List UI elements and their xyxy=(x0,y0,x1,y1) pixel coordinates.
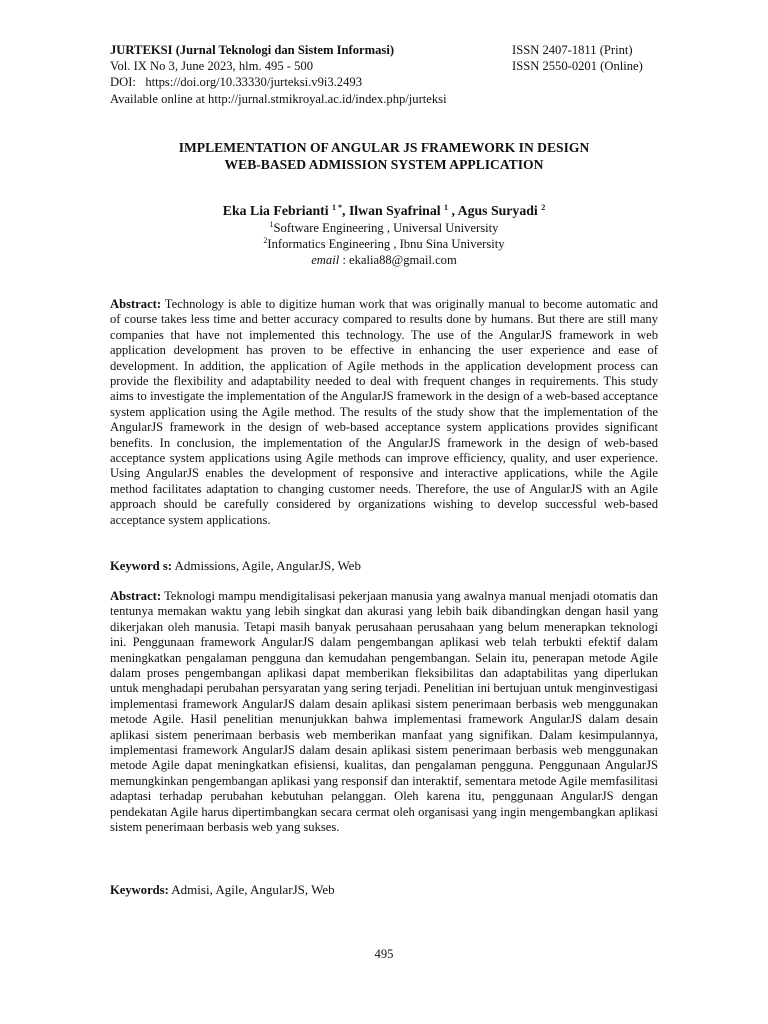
author-2: Ilwan Syafrinal xyxy=(348,203,441,218)
header-row-2 xyxy=(110,58,660,74)
title-line-1: IMPLEMENTATION OF ANGULAR JS FRAMEWORK IN DESIGN xyxy=(178,140,590,155)
paper-title xyxy=(110,139,658,173)
abstract-indonesian xyxy=(110,589,658,836)
available-online-line[interactable]: Available online at http://jurnal.stmikroyal.ac.id/index.php/jurteksi xyxy=(110,91,447,106)
author-1: Eka Lia Febrianti xyxy=(222,203,329,218)
abstract-english xyxy=(110,297,658,528)
journal-header xyxy=(110,42,660,107)
title-line-2: WEB-BASED ADMISSION SYSTEM APPLICATION xyxy=(224,157,544,172)
abstract-id-label: Abstract: xyxy=(110,589,162,603)
issn-print: ISSN 2407-1811 (Print) xyxy=(512,43,633,57)
keywords-en-text: Admissions, Agile, AngularJS, Web xyxy=(171,558,361,573)
email-value[interactable]: : ekalia88@gmail.com xyxy=(339,253,457,267)
keywords-en-label: Keyword s: xyxy=(110,559,172,573)
keywords-id-label: Keywords: xyxy=(110,883,169,897)
author-email xyxy=(110,252,658,268)
abstract-en-label: Abstract: xyxy=(110,297,162,311)
keywords-id-text: Admisi, Agile, AngularJS, Web xyxy=(168,882,335,897)
author-3: Agus Suryadi xyxy=(457,203,538,218)
affiliation-2-sup: 2 xyxy=(263,236,268,245)
page-number: 495 xyxy=(374,947,394,961)
affiliation-1: $^1$Software Engineering , Universal University xyxy=(269,220,499,235)
keywords-english xyxy=(110,558,658,574)
author-names: Eka Lia Febrianti $^{1 *}$, Ilwan Syafrinal $^1$ , Agus Suryadi $^2$ xyxy=(222,203,546,218)
affiliation-1-sup: 1 xyxy=(269,220,274,229)
author-3-sup: 2 xyxy=(541,203,546,212)
email-label: email xyxy=(311,253,340,267)
keywords-indonesian xyxy=(110,882,658,898)
issn-online: ISSN 2550-0201 (Online) xyxy=(512,59,643,74)
journal-name: JURTEKSI (Jurnal Teknologi dan Sistem Informasi) xyxy=(110,43,395,57)
affiliation-2: $^2$Informatics Engineering , Ibnu Sina University xyxy=(263,236,505,251)
doi-line[interactable]: DOI: https://doi.org/10.33330/jurteksi.v9i3.2493 xyxy=(110,75,362,90)
author-1-sup: 1 * xyxy=(332,203,343,212)
author-block xyxy=(110,203,658,268)
author-2-sup: 1 xyxy=(444,203,449,212)
header-row-1 xyxy=(110,42,660,58)
abstract-id-text: Teknologi mampu mendigitalisasi pekerjaan manusia yang awalnya manual menjadi otomatis dan tentunya memakan waktu yang lebih singkat dan akurasi yang lebih baik dibandingkan dengan hasil yang dikerjakan oleh manusia. Tetapi masih banyak perusahaan perusahaan yang belum menerapkan teknologi ini. Penggunaan framework AngularJS dalam pengembangan aplikasi web telah terbukti efektif dalam meningkatkan pengalaman pengguna dan kemudahan pengembangan. Selain itu, penerapan metode Agile dalam proses pengembangan aplikasi dapat memberikan fleksibilitas dan adaptabilitas yang diperlukan untuk menghadapi perubahan persyaratan yang sering terjadi. Penelitian ini bertujuan untuk menginvestigasi implementasi framework AngularJS dalam desain aplikasi sistem penerimaan berbasis web menggunakan metode Agile. Hasil penelitian menunjukkan bahwa implementasi framework AngularJS dalam desain aplikasi sistem penerimaan berbasis web memberikan manfaat yang signifikan. Dalam kesimpulannya, implementasi framework AngularJS dalam desain aplikasi sistem penerimaan berbasis web menggunakan metode Agile dapat meningkatkan efisiensi, kualitas, dan pengalaman pengguna. Penggunaan AngularJS memungkinkan pengembangan aplikasi yang responsif dan interaktif, sementara metode Agile memfasilitasi adaptasi terhadap perubahan kebutuhan pelanggan. Oleh karena itu, penggunaan AngularJS dengan pendekatan Agile harus dipertimbangkan secara cermat oleh organisasi yang ingin mengembangkan aplikasi sistem penerimaan berbasis web yang sukses. xyxy=(110,589,658,835)
volume-info: Vol. IX No 3, June 2023, hlm. 495 - 500 xyxy=(110,59,314,74)
abstract-en-text: Technology is able to digitize human work that was originally manual to become automatic and of course takes less time and better accuracy compared to results done by humans. But there are still many companies that have not implemented this technology. The use of the AngularJS framework in web application development has proven to be effective in enhancing the user experience and ease of development. In addition, the application of Agile methods in the application development process can provide the flexibility and adaptability needed to deal with frequent changes in requirements. This study aims to investigate the implementation of the AngularJS framework in the design of a web-based acceptance system application using the Agile method. The results of the study show that the implementation of the AngularJS framework in the design of web-based acceptance system applications provides significant benefits. In conclusion, the implementation of the AngularJS framework in the design of web-based acceptance system applications using Agile methods can improve efficiency, quality, and user experience. Using AngularJS enables the development of responsive and interactive applications, while the Agile method facilitates adaptation to changing customer needs. Therefore, the use of AngularJS with an Agile approach should be carefully considered by organizations wishing to develop successful web-based acceptance system applications. xyxy=(110,297,658,527)
